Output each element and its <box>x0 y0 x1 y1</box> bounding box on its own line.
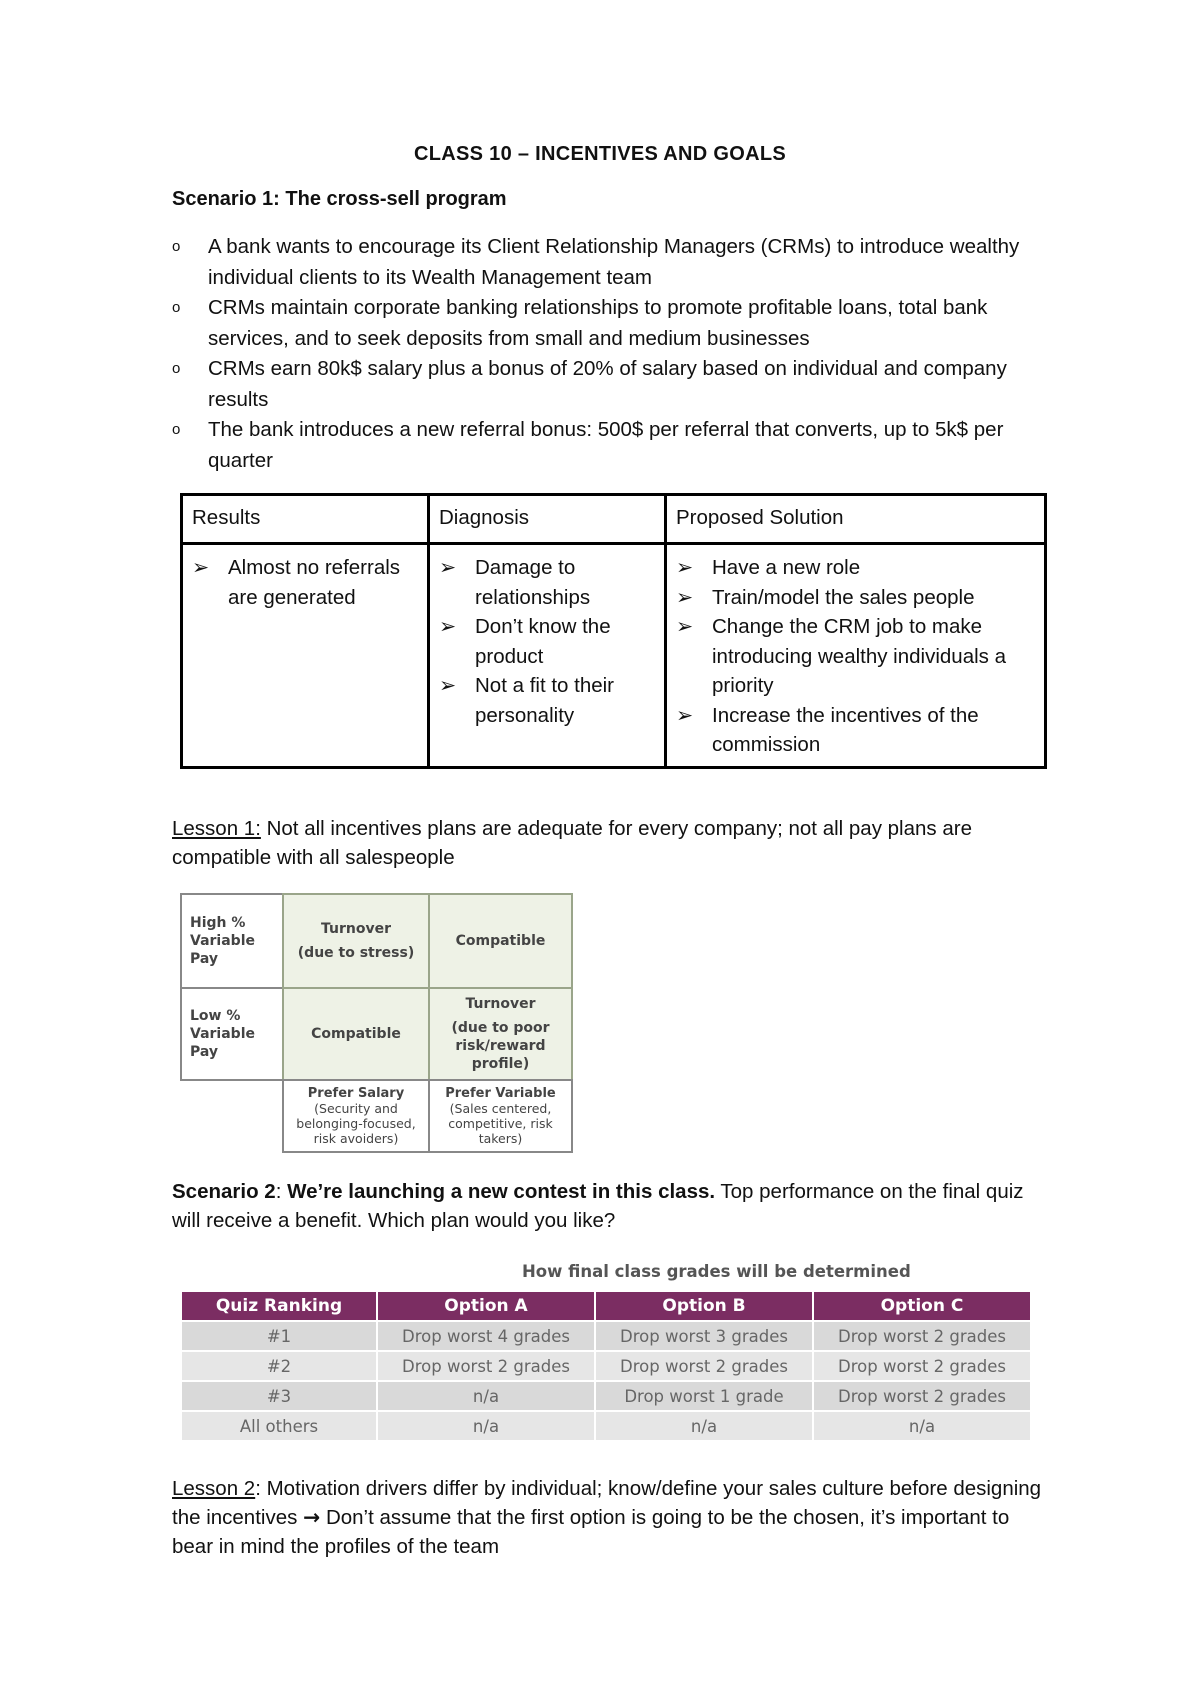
matrix-cell-high-variable <box>428 893 573 989</box>
table-header-row <box>182 495 1046 544</box>
scenario2-paragraph <box>172 1177 1052 1235</box>
lesson2-text2: Don’t assume that the first option is going to be the chosen, it’s important to bear in mind the profiles of the team <box>172 1506 1010 1558</box>
matrix-col-text: belonging-focused, <box>296 1116 416 1131</box>
list-item <box>172 415 1052 476</box>
options-caption: How final class grades will be determined <box>522 1262 911 1281</box>
matrix-col-text: (Security and <box>314 1101 398 1116</box>
matrix-col-text: takers) <box>478 1131 523 1146</box>
lesson1-label: Lesson 1: <box>172 817 261 840</box>
table-cell: Drop worst 2 grades <box>813 1381 1030 1411</box>
lesson1-text: Not all incentives plans are adequate for every company; not all pay plans are compatible with all salespeople <box>172 817 972 869</box>
list-item <box>172 293 1052 354</box>
arrow-bullet-icon: ➢ <box>439 615 457 638</box>
arrow-bullet-icon: ➢ <box>676 585 694 609</box>
results-header: Results <box>182 495 429 544</box>
lesson2-paragraph <box>172 1474 1052 1561</box>
table-cell: #3 <box>182 1381 377 1411</box>
table-row <box>182 1411 1030 1440</box>
matrix-col-title: Prefer Variable <box>445 1086 556 1101</box>
results-cell <box>182 544 429 768</box>
table-row <box>182 1381 1030 1411</box>
matrix-cell-low-variable <box>428 987 573 1081</box>
table-cell: Drop worst 2 grades <box>595 1351 813 1381</box>
lesson2-label: Lesson 2 <box>172 1477 256 1500</box>
matrix-row-label: Low % <box>190 1008 241 1024</box>
list-item <box>439 553 658 612</box>
bullet-icon: o <box>172 238 181 255</box>
table-cell: Drop worst 4 grades <box>377 1321 595 1351</box>
table-row <box>182 1351 1030 1381</box>
arrow-bullet-icon: ➢ <box>676 556 694 579</box>
list-item <box>676 583 1038 613</box>
list-item <box>192 553 421 612</box>
table-row <box>182 1321 1030 1351</box>
arrow-bullet-icon: ➢ <box>439 674 457 697</box>
table-cell: n/a <box>595 1411 813 1440</box>
scenario2-label: Scenario 2 <box>172 1180 276 1203</box>
item-text: Damage to relationships <box>475 556 591 609</box>
header-option-c: Option C <box>813 1292 1030 1321</box>
scenario1-heading <box>172 188 507 211</box>
table-cell: All others <box>182 1411 377 1440</box>
diagnosis-header: Diagnosis <box>429 495 666 544</box>
matrix-row-low <box>180 987 284 1081</box>
right-arrow-icon: → <box>303 1505 321 1529</box>
matrix-col-salary <box>282 1079 430 1153</box>
bullet-icon: o <box>172 360 181 377</box>
scenario1-heading-text: Scenario 1: The cross-sell program <box>172 188 507 210</box>
matrix-col-title: Prefer Salary <box>307 1086 405 1101</box>
item-text: Change the CRM job to make introducing wealthy individuals a priority <box>712 615 1007 697</box>
table-cell: Drop worst 2 grades <box>813 1321 1030 1351</box>
list-item <box>676 701 1038 760</box>
bullet-text: The bank introduces a new referral bonus: 500$ per referral that converts, up to 5k$ per quarter <box>208 418 1004 472</box>
arrow-bullet-icon: ➢ <box>676 615 694 638</box>
table-cell: Drop worst 1 grade <box>595 1381 813 1411</box>
item-text: Don’t know the product <box>475 615 611 668</box>
list-item <box>172 354 1052 415</box>
table-row <box>182 544 1046 768</box>
arrow-bullet-icon: ➢ <box>192 556 210 579</box>
matrix-col-variable <box>428 1079 573 1153</box>
lesson1-paragraph <box>172 814 1052 872</box>
list-item <box>439 612 658 671</box>
table-cell: #1 <box>182 1321 377 1351</box>
matrix-cell-text: (due to poor <box>451 1020 550 1036</box>
document-title: CLASS 10 – INCENTIVES AND GOALS <box>414 143 786 165</box>
solution-cell <box>666 544 1046 768</box>
item-text: Train/model the sales people <box>712 585 975 609</box>
matrix-cell-low-salary <box>282 987 430 1081</box>
bullet-icon: o <box>172 299 181 316</box>
bullet-text: A bank wants to encourage its Client Relationship Managers (CRMs) to introduce wealthy individual clients to its Wealth Management team <box>208 235 1020 289</box>
diagnosis-cell <box>429 544 666 768</box>
scenario2-bold: We’re launching a new contest in this class. <box>287 1180 716 1203</box>
item-text: Not a fit to their personality <box>475 674 615 727</box>
matrix-cell-text: Turnover <box>321 921 391 937</box>
options-table <box>182 1292 1030 1440</box>
table-cell: n/a <box>813 1411 1030 1440</box>
matrix-row-label: Variable Pay <box>190 1026 255 1060</box>
header-option-b: Option B <box>595 1292 813 1321</box>
matrix-row-label: Variable Pay <box>190 933 255 967</box>
list-item <box>676 612 1038 701</box>
scenario2-colon: : <box>275 1180 288 1203</box>
table-cell: n/a <box>377 1411 595 1440</box>
item-text: Increase the incentives of the commission <box>712 703 979 756</box>
arrow-bullet-icon: ➢ <box>676 703 694 727</box>
list-item <box>439 671 658 730</box>
diagnosis-table <box>180 493 1047 769</box>
pay-preference-matrix <box>180 893 573 1153</box>
item-text: Have a new role <box>712 556 861 579</box>
matrix-row-high <box>180 893 284 989</box>
table-cell: Drop worst 2 grades <box>377 1351 595 1381</box>
matrix-row-label: High % <box>190 915 246 931</box>
header-quiz-ranking: Quiz Ranking <box>182 1292 377 1321</box>
matrix-cell-text: (due to stress) <box>297 945 415 961</box>
bullet-icon: o <box>172 421 181 438</box>
list-item <box>172 232 1052 293</box>
matrix-col-text: risk avoiders) <box>313 1131 399 1146</box>
solution-header: Proposed Solution <box>666 495 1046 544</box>
table-cell: #2 <box>182 1351 377 1381</box>
bullet-text: CRMs maintain corporate banking relationships to promote profitable loans, total bank services, and to seek deposits from small and medium businesses <box>208 296 988 350</box>
arrow-bullet-icon: ➢ <box>439 556 457 579</box>
header-option-a: Option A <box>377 1292 595 1321</box>
table-header-row <box>182 1292 1030 1321</box>
matrix-cell-text: risk/reward profile) <box>455 1038 546 1072</box>
matrix-col-text: competitive, risk <box>448 1116 553 1131</box>
bullet-text: CRMs earn 80k$ salary plus a bonus of 20% of salary based on individual and company results <box>208 357 1007 411</box>
table-cell: n/a <box>377 1381 595 1411</box>
lesson2-text1: : Motivation drivers differ by individual; know/define your sales culture before designing the incentives <box>172 1477 1042 1529</box>
scenario1-bullets <box>172 232 1052 476</box>
item-text: Almost no referrals are generated <box>228 556 401 609</box>
matrix-col-text: (Sales centered, <box>449 1101 552 1116</box>
list-item <box>676 553 1038 583</box>
matrix-cell-high-salary <box>282 893 430 989</box>
table-cell: Drop worst 3 grades <box>595 1321 813 1351</box>
matrix-cell-text: Turnover <box>465 996 536 1012</box>
table-cell: Drop worst 2 grades <box>813 1351 1030 1381</box>
scenario2-text: Top performance on the final quiz will receive a benefit. Which plan would you like? <box>172 1180 1024 1232</box>
matrix-cell-text: Compatible <box>455 933 546 949</box>
matrix-cell-text: Compatible <box>311 1026 401 1042</box>
